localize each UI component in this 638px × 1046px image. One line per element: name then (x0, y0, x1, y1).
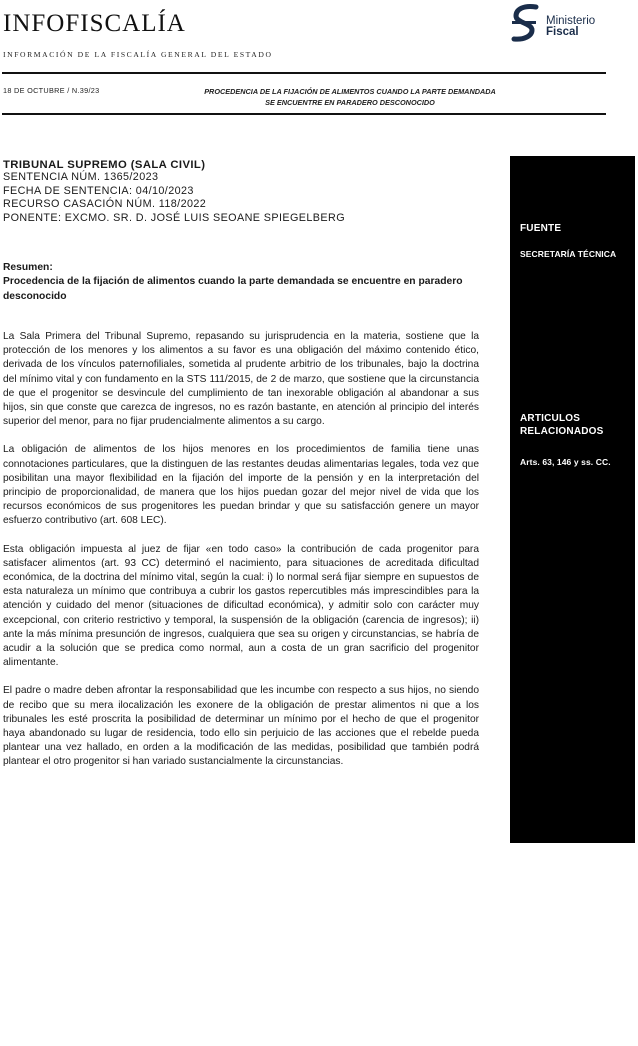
related-heading-line2: RELACIONADOS (520, 426, 604, 437)
rapporteur: PONENTE: EXCMO. SR. D. JOSÉ LUIS SEOANE SPIEGELBERG (3, 211, 345, 224)
related-heading-line1: ARTICULOS (520, 413, 581, 424)
main-content (3, 159, 479, 770)
summary-paragraph: Esta obligación impuesta al juez de fijar «en todo caso» la contribución de cada progenitor para satisfacer alimentos (art. 93 CC) determinó el nacimiento, para situaciones de acreditada dificultad económica, de la doctrina del mínimo vital, según la cual: i) lo normal será fijar siempre en supuestos de esta naturaleza un mínimo que contribuya a cubrir los gastos repercutibles más imprescindibles para la atención y cuidado del menor (situaciones de dificultad económica), y admitir solo con carácter muy excepcional, con criterio restrictivo y temporal, la suspensión de la obligación (carencia de ingresos); ii) ante la más mínima presunción de ingresos, cualquiera que sea su origen y circunstancias, se habría de acudir a la solución que se predica como normal, aun a costa de un gran sacrificio del progenitor alimentante. (3, 543, 479, 669)
logo-text-fiscal: Fiscal (546, 26, 579, 38)
issue-date-number: 18 DE OCTUBRE / N.39/23 (3, 86, 100, 95)
bulletin-subject-line1: PROCEDENCIA DE LA FIJACIÓN DE ALIMENTOS CUANDO LA PARTE DEMANDADA (204, 87, 496, 96)
source-value: SECRETARÍA TÉCNICA (520, 249, 617, 259)
related-articles-value: Arts. 63, 146 y ss. CC. (520, 457, 611, 467)
summary-paragraph: La obligación de alimentos de los hijos menores en los procedimientos de familia tiene unas connotaciones particulares, que la distinguen de las restantes deudas alimentarias legales, toda vez que posibilitan una mayor flexibilidad en la fijación del importe de la pensión y en la interpretación del principio de proporcionalidad, de manera que los hijos puedan gozar del mejor nivel de vida que los recursos económicos de sus progenitores les puedan brindar y que su satisfacción genere un mayor esfuerzo contributivo (art. 608 LEC). (3, 444, 479, 527)
brand-tagline: INFORMACIÓN DE LA FISCALÍA GENERAL DEL ESTADO (3, 50, 273, 59)
summary-title: Procedencia de la fijación de alimentos cuando la parte demandada se encuentre en paradero desconocido (3, 276, 463, 302)
summary-paragraph: La Sala Primera del Tribunal Supremo, repasando su jurisprudencia en la materia, sostiene que la protección de los menores y los alimentos a su favor es una obligación del máximo contenido ético, derivada de los vínculos paternofiliales, sometida al prudente arbitrio de los tribunales, bajo la doctrina del mínimo vital y con fundamento en la STS 111/2015, de 2 de marzo, que sostiene que la circunstancia de que el progenitor se desvincule del cumplimiento de tan inexorable obligación al abandonar a sus hijos, sin que conste que carezca de ingresos, no es razón bastante, en atención al principio del interés superior del menor, para no fijar prudencialmente alimentos a su cargo. (3, 331, 479, 428)
source-heading: FUENTE (520, 223, 562, 234)
related-articles-heading (520, 412, 604, 438)
sentence-number: SENTENCIA NÚM. 1365/2023 (3, 171, 159, 183)
info-sidebar (510, 156, 635, 843)
court-name: TRIBUNAL SUPREMO (SALA CIVIL) (3, 159, 206, 171)
header-rule-bottom (2, 113, 606, 115)
header-rule-top (2, 72, 606, 74)
summary-label: Resumen: (3, 262, 53, 273)
sentence-date: FECHA DE SENTENCIA: 04/10/2023 (3, 184, 194, 197)
summary-paragraph: El padre o madre deben afrontar la responsabilidad que les incumbe con respecto a sus hijos, no siendo de recibo que su mera ilocalización les exonere de la obligación de prestar alimentos ni que a los tribunales les esté proscrita la posibilidad de determinar un mínimo por el hecho de que el progenitor haya abandonado su lugar de residencia, todo ello sin perjuicio de las acciones que el rebelde pueda plantear una vez hallado, en orden a la modificación de las medidas, posibilidad que también podrá plantear el otro progenitor si han variado sustancialmente la circunstancias. (3, 685, 479, 768)
brand-title: INFOFISCALÍA (3, 10, 186, 37)
bulletin-subject-line2: SE ENCUENTRE EN PARADERO DESCONOCIDO (265, 98, 435, 107)
ministerio-fiscal-emblem-icon (510, 3, 542, 45)
ministerio-fiscal-logo (510, 3, 630, 45)
bulletin-subject (160, 86, 540, 108)
appeal-number: RECURSO CASACIÓN NÚM. 118/2022 (3, 198, 207, 210)
logo-text-ministerio: Ministerio (546, 15, 596, 27)
